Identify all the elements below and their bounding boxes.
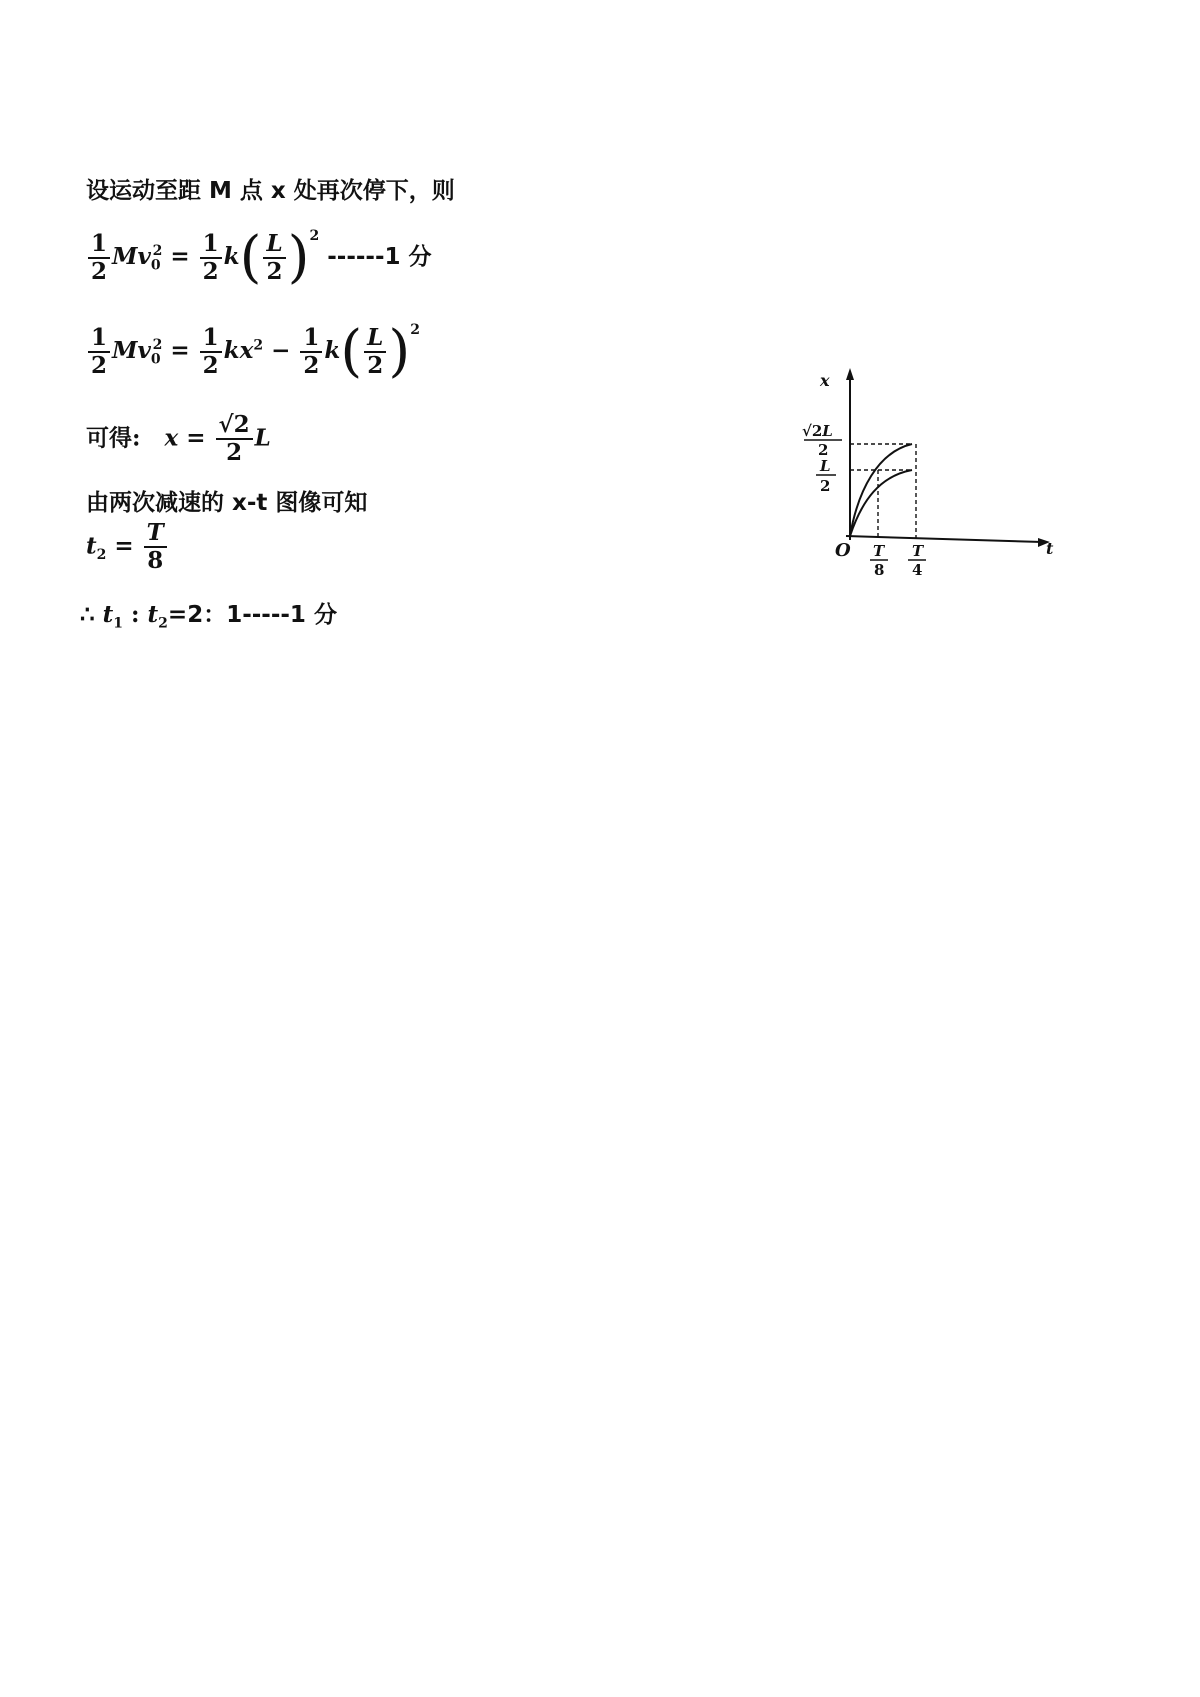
fraction-half: $\frac{1}{2}$: [88, 231, 110, 286]
svg-text:2: 2: [820, 477, 831, 495]
score-note: ------1 分: [327, 244, 432, 270]
y-axis-arrowhead: [846, 368, 854, 380]
equation-1: $\frac{1}{2}$ $Mv_0^2$ = $\frac{1}{2}$ k( $\frac{L}{2}$ )$^2$ ------1 分: [86, 228, 432, 286]
fraction-l-over-2: $\frac{L}{2}$: [263, 231, 285, 286]
y-tick-upper: [802, 422, 842, 459]
origin-label: O: [835, 540, 851, 561]
fraction-half: $\frac{1}{2}$: [200, 325, 222, 380]
t2-equation: $t_2$ = $\frac{T}{8}$: [86, 520, 169, 575]
fraction-l-over-2: $\frac{L}{2}$: [364, 325, 386, 380]
x-tick-t8: [870, 542, 888, 579]
svg-text:4: 4: [912, 561, 923, 579]
svg-text:8: 8: [874, 561, 885, 579]
x-t-plot: [780, 360, 1070, 590]
svg-text:√2L: √2L: [802, 422, 833, 440]
equation-2: $\frac{1}{2}$ $Mv_0^2$ = $\frac{1}{2}$ $kx^2$ − $\frac{1}{2}$ k( $\frac{L}{2}$ )$^2$: [86, 322, 420, 380]
y-axis-label: x: [820, 371, 830, 390]
intro-text: 设运动至距 M 点 x 处再次停下，则: [86, 178, 455, 204]
fraction-half: $\frac{1}{2}$: [200, 231, 222, 286]
final-ratio: ∴ $t_1$ : $t_2=2$：1-----1 分: [80, 601, 337, 632]
fraction-t-over-8: $\frac{T}{8}$: [144, 520, 167, 575]
result-label: 可得: [86, 425, 132, 452]
svg-text:T: T: [912, 542, 924, 560]
svg-text:2: 2: [818, 441, 829, 459]
score-note: -----1 分: [242, 602, 337, 628]
x-tick-t4: [908, 542, 926, 579]
therefore-symbol: ∴: [80, 601, 95, 628]
svg-text:L: L: [820, 457, 831, 475]
fraction-half: $\frac{1}{2}$: [88, 325, 110, 380]
x-axis-label: t: [1046, 539, 1054, 558]
result-equation: 可得: x = $\frac{√2}{2}$ L: [86, 411, 271, 467]
y-tick-lower: [816, 457, 836, 495]
fraction-half: $\frac{1}{2}$: [300, 325, 322, 380]
conclusion-intro: 由两次减速的 x-t 图像可知: [86, 490, 368, 516]
curve-first-deceleration: [850, 444, 912, 536]
svg-text:T: T: [873, 542, 885, 560]
fraction-root2-over-2: $\frac{√2}{2}$: [216, 412, 253, 467]
